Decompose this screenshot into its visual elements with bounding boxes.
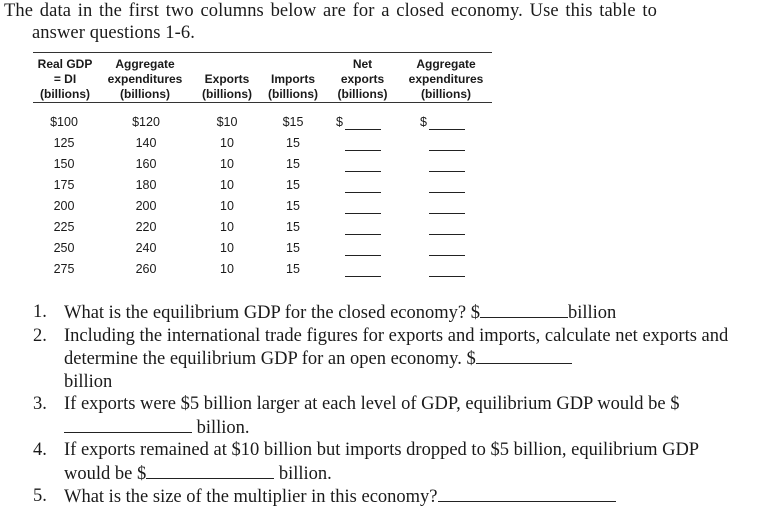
table-cell: 140 bbox=[135, 136, 157, 150]
answer-blank-4[interactable] bbox=[146, 462, 274, 479]
table-cell: $10 bbox=[216, 115, 238, 129]
net-exports-blank[interactable] bbox=[345, 255, 381, 256]
question-3: 3. If exports were $5 billion larger at each level of GDP, equilibrium GDP would be $ billion. bbox=[33, 394, 680, 438]
dollar-sign: $ bbox=[420, 115, 427, 129]
question-2: 2. Including the international trade figures for exports and imports, calculate net exports and determine the equilibrium GDP for an open economy. $ billion bbox=[33, 325, 729, 392]
aggregate-expenditures-blank[interactable] bbox=[429, 213, 465, 214]
net-exports-blank[interactable] bbox=[345, 276, 381, 277]
header-real-gdp: Real GDP = DI (billions) bbox=[37, 57, 93, 101]
table-cell: $120 bbox=[132, 115, 160, 129]
table-cell: 200 bbox=[135, 199, 157, 213]
net-exports-blank[interactable] bbox=[345, 150, 381, 151]
table-cell: 180 bbox=[135, 178, 157, 192]
table-cell: 15 bbox=[286, 241, 300, 255]
answer-blank-2[interactable] bbox=[476, 347, 572, 364]
table-cell: 260 bbox=[135, 262, 157, 276]
question-4: 4. If exports remained at $10 billion but imports dropped to $5 billion, equilibrium GDP would be $ billion. bbox=[33, 440, 699, 484]
aggregate-expenditures-blank[interactable] bbox=[429, 150, 465, 151]
header-net-exports: Net exports (billions) bbox=[337, 57, 388, 101]
table-cell: 10 bbox=[220, 178, 234, 192]
table-top-rule bbox=[33, 52, 492, 53]
aggregate-expenditures-blank[interactable] bbox=[429, 276, 465, 277]
table-cell: $15 bbox=[282, 115, 304, 129]
table-cell: 220 bbox=[135, 220, 157, 234]
intro-paragraph bbox=[4, 0, 744, 44]
net-exports-blank[interactable] bbox=[345, 213, 381, 214]
intro-line-2: answer questions 1-6. bbox=[32, 23, 195, 43]
table-cell: 240 bbox=[135, 241, 157, 255]
table-cell: 15 bbox=[286, 178, 300, 192]
table-cell: 15 bbox=[286, 136, 300, 150]
aggregate-expenditures-blank[interactable] bbox=[429, 255, 465, 256]
table-cell: 175 bbox=[53, 178, 75, 192]
aggregate-expenditures-blank[interactable] bbox=[429, 234, 465, 235]
answer-blank-5[interactable] bbox=[438, 485, 616, 502]
intro-line-1: The data in the first two columns below are for a closed economy. Use this table to bbox=[4, 1, 658, 21]
table-cell: 150 bbox=[53, 157, 75, 171]
table-cell: 10 bbox=[220, 199, 234, 213]
aggregate-expenditures-blank[interactable] bbox=[429, 192, 465, 193]
table-cell: 10 bbox=[220, 241, 234, 255]
table-cell: 200 bbox=[53, 199, 75, 213]
table-cell: 225 bbox=[53, 220, 75, 234]
table-cell: 15 bbox=[286, 220, 300, 234]
table-cell: 160 bbox=[135, 157, 157, 171]
table-cell: $100 bbox=[50, 115, 78, 129]
header-open-aggregate-expenditures: Aggregate expenditures (billions) bbox=[408, 57, 484, 101]
answer-blank-1[interactable] bbox=[480, 301, 568, 318]
table-cell: 10 bbox=[220, 220, 234, 234]
net-exports-blank[interactable] bbox=[345, 192, 381, 193]
table-cell: 125 bbox=[53, 136, 75, 150]
aggregate-expenditures-blank[interactable] bbox=[429, 171, 465, 172]
table-cell: 250 bbox=[53, 241, 75, 255]
dollar-sign: $ bbox=[336, 115, 343, 129]
table-cell: 10 bbox=[220, 136, 234, 150]
net-exports-blank[interactable] bbox=[345, 171, 381, 172]
table-cell: 275 bbox=[53, 262, 75, 276]
table-cell: 10 bbox=[220, 262, 234, 276]
net-exports-blank[interactable] bbox=[345, 129, 381, 130]
table-header-rule bbox=[33, 102, 492, 103]
answer-blank-3[interactable] bbox=[64, 416, 192, 433]
aggregate-expenditures-blank[interactable] bbox=[429, 129, 465, 130]
question-list bbox=[33, 301, 733, 509]
question-5: 5. What is the size of the multiplier in this economy? bbox=[33, 485, 733, 509]
question-1: 1. What is the equilibrium GDP for the closed economy? $ billion bbox=[33, 302, 617, 323]
table-cell: 15 bbox=[286, 199, 300, 213]
table-cell: 15 bbox=[286, 262, 300, 276]
table-cell: 15 bbox=[286, 157, 300, 171]
header-aggregate-expenditures: Aggregate expenditures (billions) bbox=[107, 57, 183, 101]
net-exports-blank[interactable] bbox=[345, 234, 381, 235]
table-cell: 10 bbox=[220, 157, 234, 171]
header-imports: Imports (billions) bbox=[268, 72, 318, 101]
header-exports: Exports (billions) bbox=[202, 72, 252, 101]
